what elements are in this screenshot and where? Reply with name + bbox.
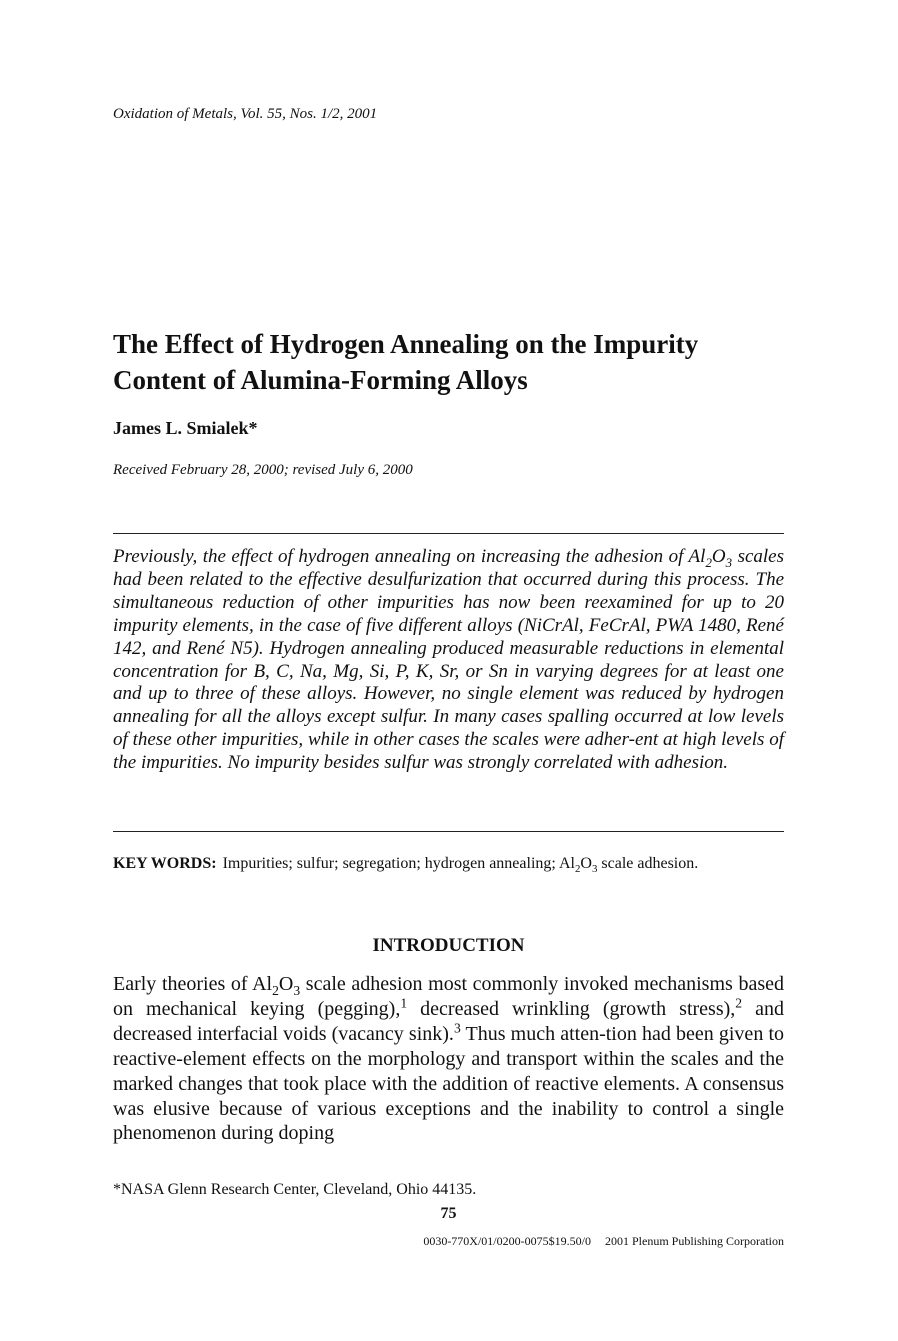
intro-sub-1: 2 <box>272 983 279 998</box>
abstract-formula-al: Al <box>688 546 706 567</box>
key-words <box>113 855 784 876</box>
intro-text-4: decreased wrinkling (growth stress), <box>407 997 736 1020</box>
abstract-formula-o-sub: 3 <box>725 554 733 570</box>
journal-citation: Oxidation of Metals, Vol. 55, Nos. 1/2, 2001 <box>113 106 378 122</box>
key-words-tail: scale adhesion. <box>597 855 699 872</box>
key-words-sub-1: 2 <box>574 863 581 876</box>
abstract-text-start: Previously, the effect of hydrogen annealing on increasing the adhesion of <box>113 546 684 567</box>
intro-text-2: O <box>278 973 294 995</box>
abstract-formula-o: O <box>711 546 726 567</box>
publisher-notice: 2001 Plenum Publishing Corporation <box>604 1234 784 1248</box>
key-words-text: Impurities; sulfur; segregation; hydrogen annealing; Al <box>222 855 575 872</box>
paper-title <box>113 326 793 398</box>
introduction-paragraph <box>113 972 784 1146</box>
author-name: James L. Smialek* <box>113 418 258 438</box>
abstract-formula-al-sub: 2 <box>705 554 712 570</box>
paper-title-line-1: The Effect of Hydrogen Annealing on the Impurity <box>113 329 699 359</box>
intro-text-6: Thus much atten-tion had been given to reactive-element effects on the morphology and transport within the scales and the marked changes that took place with the addition of reactive elements. A consensus was elusive because of various exceptions and the inability to control a single phenomenon during doping <box>113 1022 785 1145</box>
section-heading-introduction: INTRODUCTION <box>372 935 525 956</box>
intro-sub-2: 3 <box>293 983 301 998</box>
issn-code: 0030-770X/01/0200-0075$19.50/0 <box>423 1234 591 1248</box>
intro-text-1: Early theories of Al <box>113 973 273 995</box>
page-number: 75 <box>440 1205 457 1222</box>
abstract-top-rule <box>113 533 784 534</box>
abstract <box>113 546 784 775</box>
copyright-line <box>113 1234 784 1249</box>
reference-2: 2 <box>735 995 743 1011</box>
received-date: Received February 28, 2000; revised July 6, 2000 <box>113 462 413 478</box>
abstract-bottom-rule <box>113 831 784 832</box>
reference-1: 1 <box>400 995 408 1011</box>
key-words-o: O <box>580 855 592 872</box>
intro-text-5: and decreased interfacial voids (vacancy sink). <box>113 997 784 1045</box>
reference-3: 3 <box>453 1020 461 1036</box>
key-words-label: KEY WORDS: <box>113 855 217 872</box>
key-words-sub-2: 3 <box>591 863 598 876</box>
author-affiliation-footnote: *NASA Glenn Research Center, Cleveland, Ohio 44135. <box>113 1181 477 1198</box>
abstract-text-rest: scales had been related to the effective desulfurization that occurred during this process. The simultaneous reduction of other impurities has now been reexamined for up to 20 impurity elements, in the case of five different alloys (NiCrAl, FeCrAl, PWA 1480, René 142, and René N5). Hydrogen annealing produced measurable reductions in elemental concentration for B, C, Na, Mg, Si, P, K, Sr, or Sn in varying degrees for at least one and up to three of these alloys. However, no single element was reduced by hydrogen annealing for all the alloys except sulfur. In many cases spalling occurred at low levels of these other impurities, while in other cases the scales were adher-ent at high levels of the impurities. No impurity besides sulfur was strongly correlated with adhesion. <box>113 546 784 774</box>
intro-text-3: scale adhesion most commonly invoked mechanisms based on mechanical keying (pegging), <box>113 973 784 1020</box>
paper-title-line-2: Content of Alumina-Forming Alloys <box>113 365 528 395</box>
